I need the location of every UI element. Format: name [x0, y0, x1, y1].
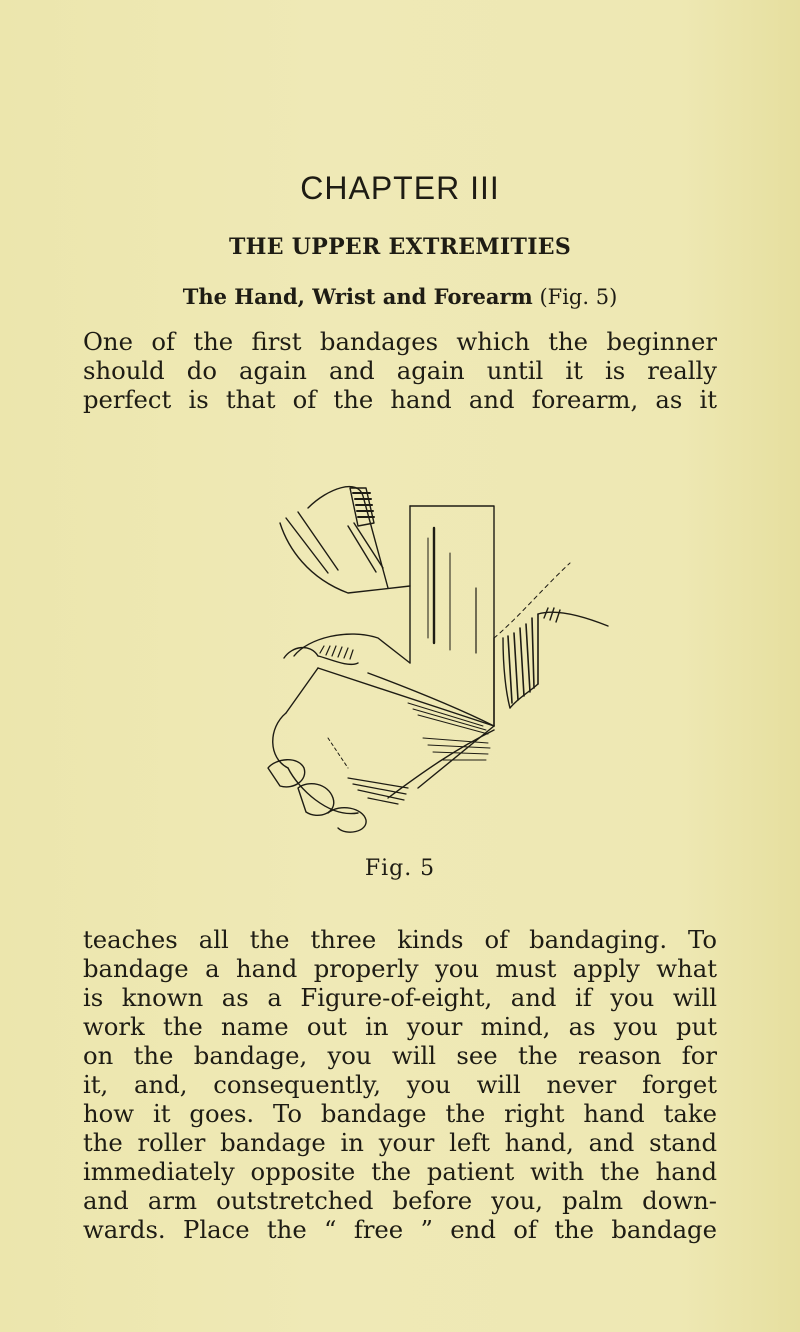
body-line: it, and, consequently, you will never forget — [83, 1070, 717, 1099]
body-line: work the name out in your mind, as you put — [83, 1012, 717, 1041]
intro-line: should do again and again until it is really — [83, 356, 717, 385]
bandaged-hand-illustration — [258, 468, 630, 838]
body-paragraph — [83, 925, 717, 1244]
figure-caption: Fig. 5 — [364, 856, 436, 881]
intro-line: perfect is that of the hand and forearm, as it — [83, 385, 717, 414]
body-line: is known as a Figure-of-eight, and if you will — [83, 983, 717, 1012]
body-line: immediately opposite the patient with the hand — [83, 1157, 717, 1186]
body-line: teaches all the three kinds of bandaging. To — [83, 925, 717, 954]
body-line: bandage a hand properly you must apply what — [83, 954, 717, 983]
subsection-figure-ref: (Fig. 5) — [539, 285, 618, 309]
body-line: wards. Place the “ free ” end of the bandage — [83, 1215, 717, 1244]
body-line: the roller bandage in your left hand, and stand — [83, 1128, 717, 1157]
body-line: how it goes. To bandage the right hand take — [83, 1099, 717, 1128]
intro-paragraph — [83, 327, 717, 414]
subsection-heading — [0, 284, 800, 309]
body-line: on the bandage, you will see the reason for — [83, 1041, 717, 1070]
body-line: and arm outstretched before you, palm down- — [83, 1186, 717, 1215]
subsection-title: The Hand, Wrist and Forearm — [182, 284, 533, 309]
chapter-heading: CHAPTER III — [300, 170, 500, 206]
section-heading: THE UPPER EXTREMITIES — [228, 234, 572, 260]
intro-line: One of the first bandages which the beginner — [83, 327, 717, 356]
